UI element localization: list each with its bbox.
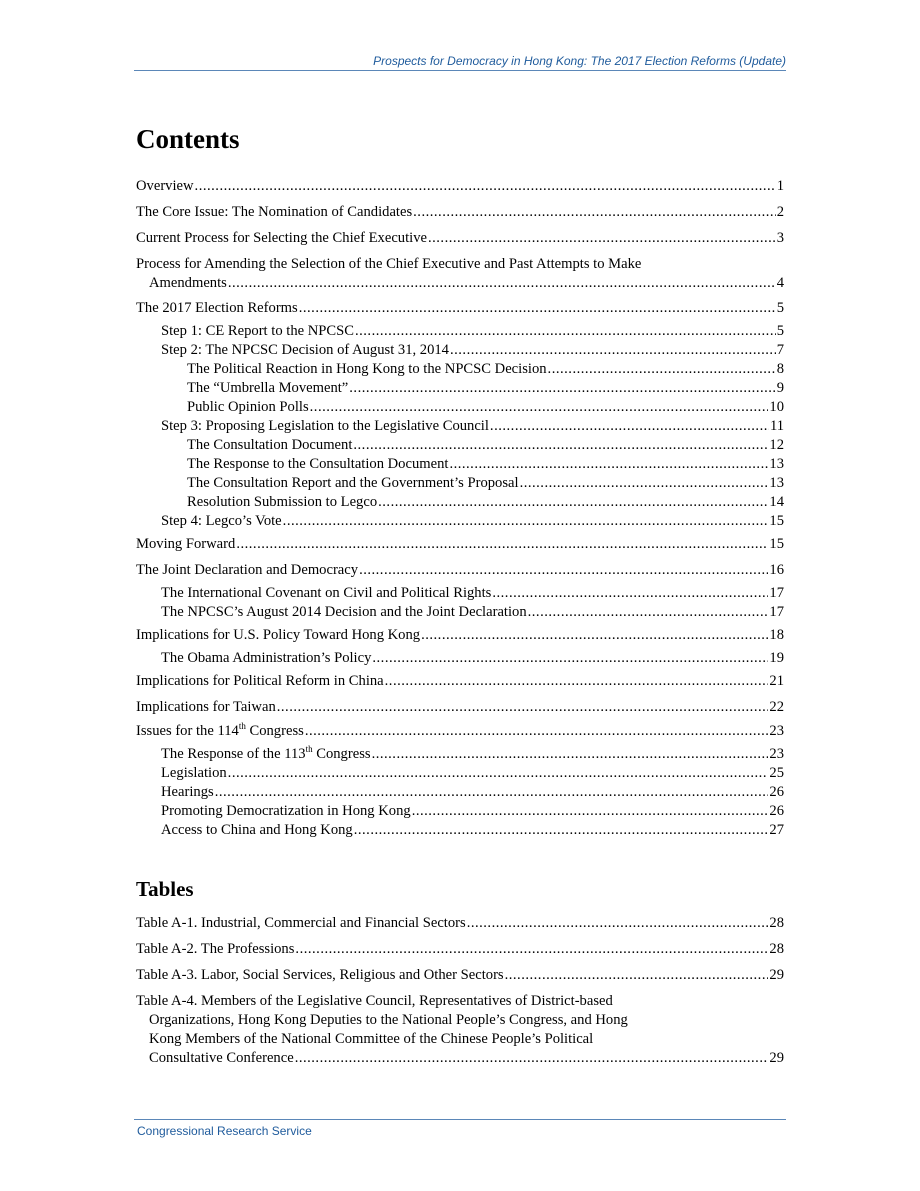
page-number: 22 (769, 699, 784, 715)
page-number: 8 (776, 361, 784, 377)
page-number: 4 (776, 275, 784, 291)
page-number: 28 (769, 941, 784, 957)
page-number: 16 (769, 562, 784, 578)
page-number: 5 (776, 300, 784, 316)
page-number: 3 (776, 230, 784, 246)
page-number: 10 (769, 399, 784, 415)
toc-entry[interactable]: The 2017 Election Reforms ..... 5 (136, 299, 784, 318)
page-number: 15 (769, 536, 784, 552)
toc-entry[interactable]: Step 2: The NPCSC Decision of August 31, 2014 ..... 7 (136, 341, 784, 360)
page-number: 7 (776, 342, 784, 358)
table-entry[interactable]: Table A-2. The Professions ..... 28 (136, 940, 784, 959)
toc-entry[interactable]: Process for Amending the Selection of the Chief Executive and Past Attempts to Make Amendments ..... 4 (136, 255, 784, 293)
toc-entry[interactable]: The Core Issue: The Nomination of Candidates ..... 2 (136, 203, 784, 222)
page-number: 11 (769, 418, 784, 434)
table-entry[interactable]: Table A-4. Members of the Legislative Council, Representatives of District-based Organizations, Hong Kong Deputies to the National People’s Congress, and Hong Kong Members of the National Committee of the Chinese People’s Political Consultative Conference ..... 29 (136, 992, 784, 1068)
page-number: 26 (769, 803, 784, 819)
page-number: 13 (769, 456, 784, 472)
toc-entry[interactable]: Public Opinion Polls ..... 10 (136, 398, 784, 417)
toc-entry[interactable]: Implications for Taiwan ..... 22 (136, 698, 784, 717)
toc-entry[interactable]: The NPCSC’s August 2014 Decision and the Joint Declaration ..... 17 (136, 603, 784, 622)
toc-entry[interactable]: Hearings ..... 26 (136, 783, 784, 802)
page-number: 14 (769, 494, 784, 510)
footer-text: Congressional Research Service (137, 1124, 312, 1138)
page-number: 18 (769, 627, 784, 643)
toc-entry[interactable]: Implications for Political Reform in China ..... 21 (136, 672, 784, 691)
page-number: 5 (776, 323, 784, 339)
toc-entry[interactable]: Legislation ..... 25 (136, 764, 784, 783)
toc-entry[interactable]: Current Process for Selecting the Chief Executive ..... 3 (136, 229, 784, 248)
page-number: 2 (776, 204, 784, 220)
toc-entry[interactable]: The Response of the 113th Congress ..... 23 (136, 745, 784, 764)
page-number: 26 (769, 784, 784, 800)
toc-entry[interactable]: The Political Reaction in Hong Kong to the NPCSC Decision ..... 8 (136, 360, 784, 379)
toc-entry[interactable]: The “Umbrella Movement” ..... 9 (136, 379, 784, 398)
toc-entry[interactable]: Implications for U.S. Policy Toward Hong Kong ..... 18 (136, 626, 784, 645)
toc-entry[interactable]: Step 3: Proposing Legislation to the Legislative Council ..... 11 (136, 417, 784, 436)
page-number: 17 (769, 604, 784, 620)
toc-entry[interactable]: The International Covenant on Civil and Political Rights ..... 17 (136, 584, 784, 603)
toc-entry[interactable]: The Joint Declaration and Democracy ..... 16 (136, 561, 784, 580)
contents-heading: Contents (136, 124, 240, 154)
toc-entry[interactable]: Overview ..... 1 (136, 177, 784, 196)
page-number: 28 (769, 915, 784, 931)
page-number: 29 (769, 1050, 784, 1066)
page-number: 21 (769, 673, 784, 689)
page-number: 29 (769, 967, 784, 983)
page-number: 12 (769, 437, 784, 453)
footer-rule (134, 1119, 786, 1120)
page-number: 23 (769, 723, 784, 739)
toc-entry[interactable]: The Consultation Report and the Government’s Proposal ..... 13 (136, 474, 784, 493)
toc-entry[interactable]: Step 4: Legco’s Vote ..... 15 (136, 512, 784, 531)
header-rule (134, 70, 786, 71)
toc-entry[interactable]: Issues for the 114th Congress ..... 23 (136, 722, 784, 741)
page-number: 1 (776, 178, 784, 194)
page-number: 27 (769, 822, 784, 838)
toc-entry[interactable]: Moving Forward ..... 15 (136, 535, 784, 554)
toc-entry[interactable]: Promoting Democratization in Hong Kong ..... 26 (136, 802, 784, 821)
page-number: 9 (776, 380, 784, 396)
table-entry[interactable]: Table A-3. Labor, Social Services, Religious and Other Sectors ..... 29 (136, 966, 784, 985)
toc-entry[interactable]: Access to China and Hong Kong ..... 27 (136, 821, 784, 840)
toc-entry[interactable]: The Response to the Consultation Document ..... 13 (136, 455, 784, 474)
tables-heading: Tables (136, 877, 194, 901)
toc-entry[interactable]: The Obama Administration’s Policy ..... 19 (136, 649, 784, 668)
table-entry[interactable]: Table A-1. Industrial, Commercial and Financial Sectors ..... 28 (136, 914, 784, 933)
toc-entry[interactable]: Step 1: CE Report to the NPCSC ..... 5 (136, 322, 784, 341)
page-number: 25 (769, 765, 784, 781)
toc-entry[interactable]: Resolution Submission to Legco ..... 14 (136, 493, 784, 512)
toc-entry[interactable]: The Consultation Document ..... 12 (136, 436, 784, 455)
running-header: Prospects for Democracy in Hong Kong: The 2017 Election Reforms (Update) (373, 54, 786, 68)
page-number: 17 (769, 585, 784, 601)
page-number: 19 (769, 650, 784, 666)
page-number: 23 (769, 746, 784, 762)
page-number: 13 (769, 475, 784, 491)
page-number: 15 (769, 513, 784, 529)
